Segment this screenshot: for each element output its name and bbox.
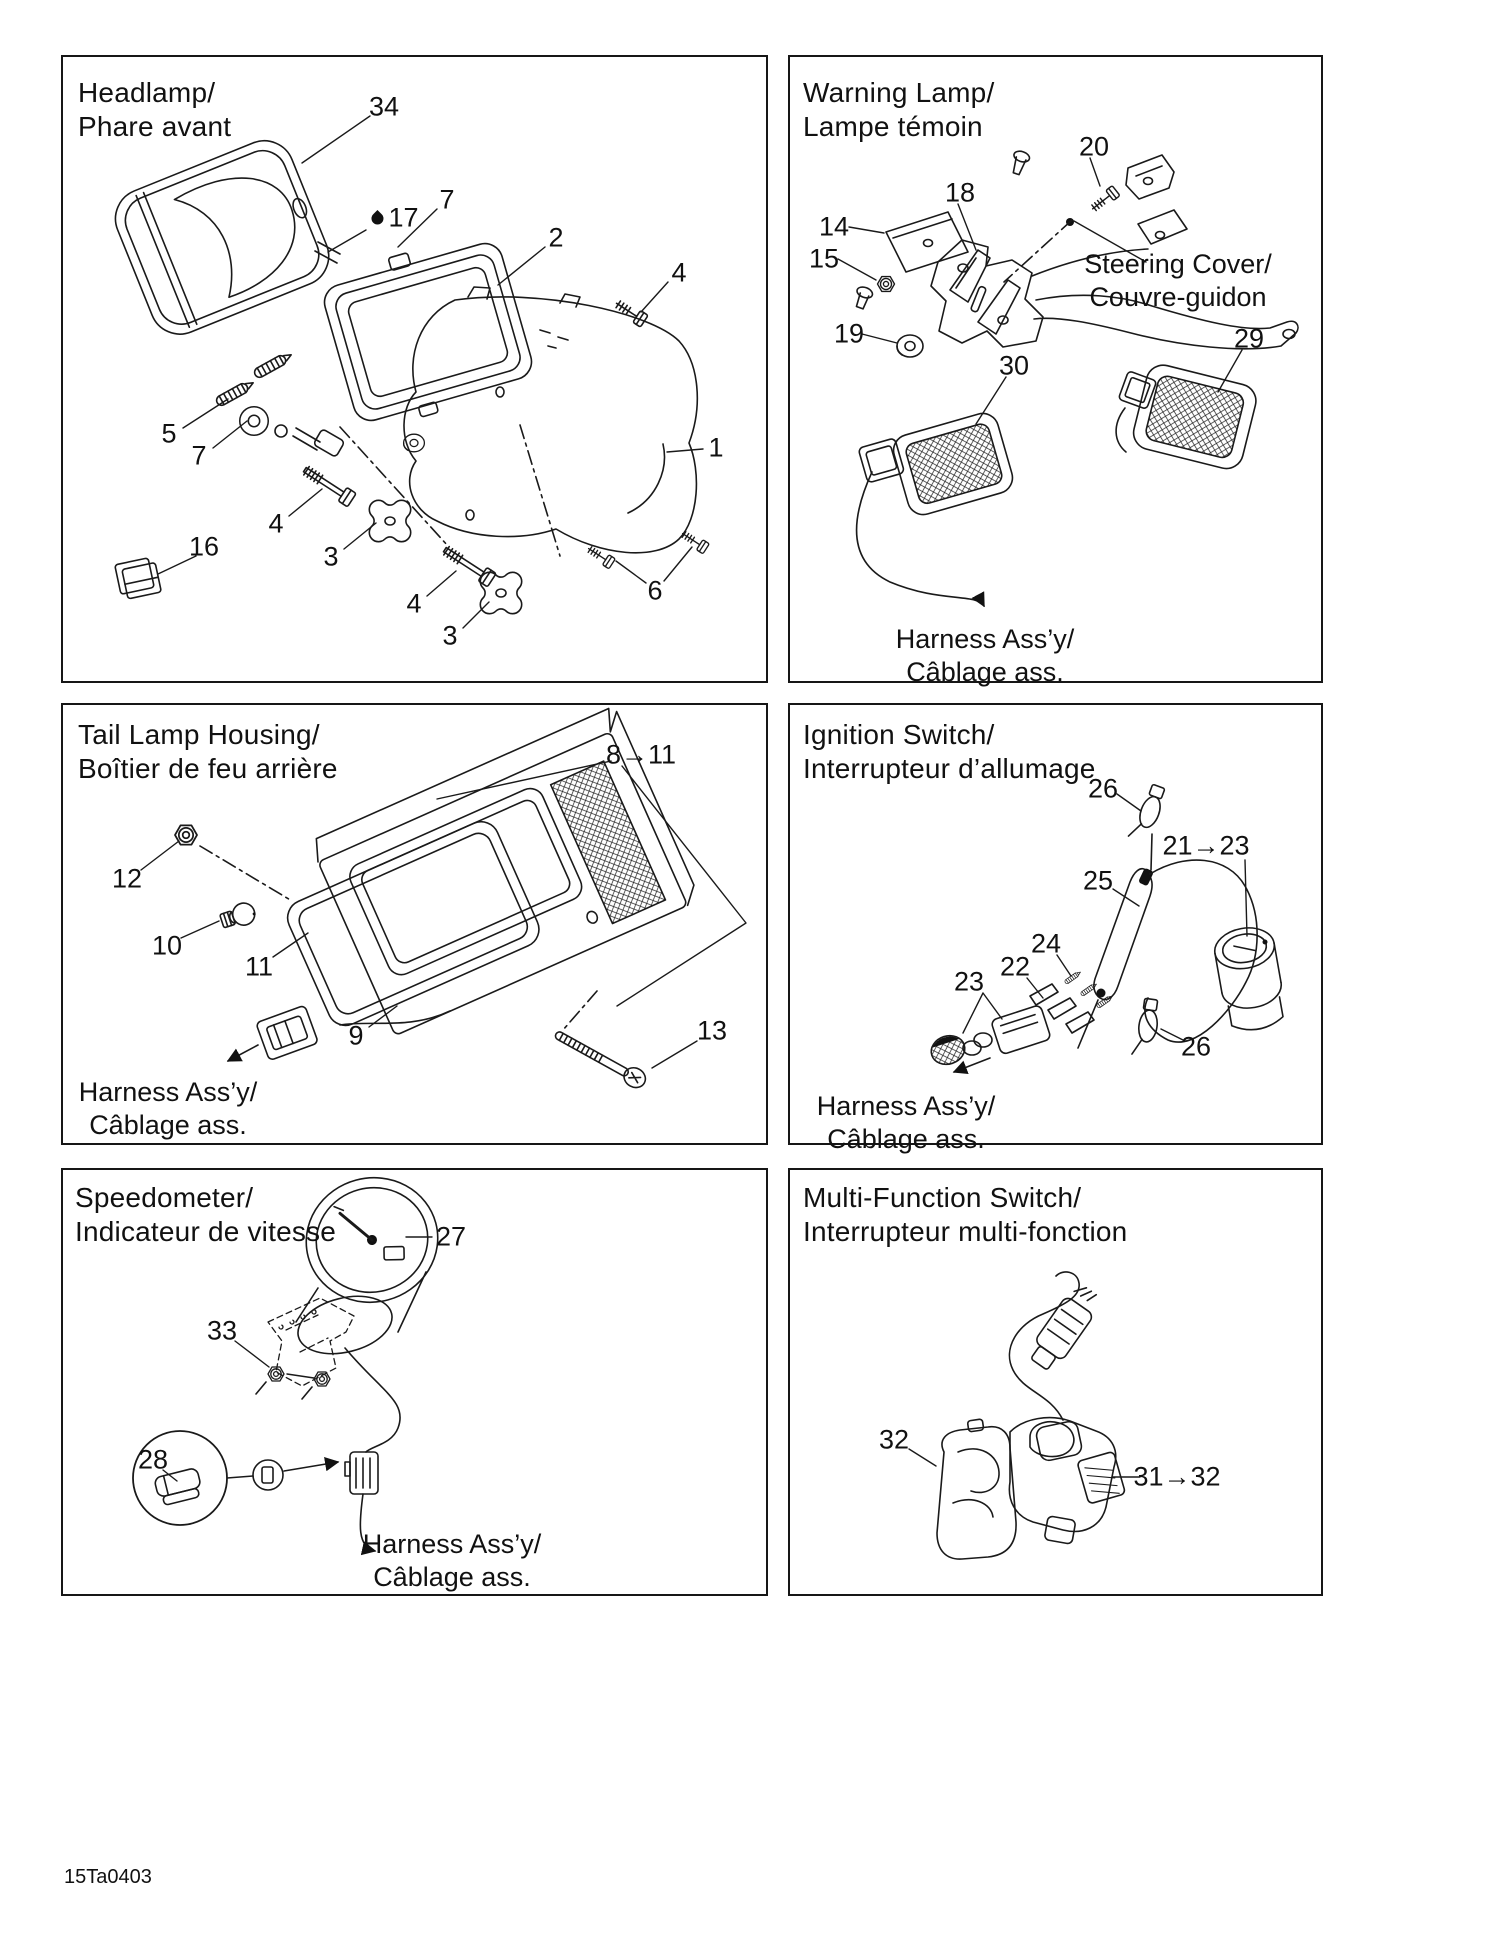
part-callout: 34 xyxy=(368,91,400,122)
title-line: Interrupteur multi-fonction xyxy=(803,1216,1128,1247)
annotation-line: Steering Cover/ xyxy=(1084,249,1272,279)
title-line: Interrupteur d’allumage xyxy=(803,753,1096,784)
harness-annotation xyxy=(79,1076,258,1142)
title-line: Ignition Switch/ xyxy=(803,719,995,750)
part-callout: 8→11 xyxy=(605,739,677,770)
title-line: Phare avant xyxy=(78,111,232,142)
part-callout: 4 xyxy=(406,588,422,619)
panel-title-tail-lamp xyxy=(78,718,338,786)
part-callout: 26 xyxy=(1180,1031,1212,1062)
part-callout: 10 xyxy=(151,930,183,961)
part-callout xyxy=(371,203,418,234)
part-callout: 30 xyxy=(998,350,1030,381)
part-callout: 16 xyxy=(188,531,220,562)
part-callout: 18 xyxy=(944,177,976,208)
part-callout-label: 17 xyxy=(388,202,419,233)
part-callout: 24 xyxy=(1030,928,1062,959)
panel-warning-lamp xyxy=(788,55,1323,683)
annotation-line: Câblage ass. xyxy=(373,1562,531,1592)
part-callout: 27 xyxy=(435,1221,467,1252)
harness-annotation xyxy=(817,1090,996,1156)
part-callout: 12 xyxy=(111,863,143,894)
harness-annotation xyxy=(896,623,1075,689)
annotation-line: Câblage ass. xyxy=(827,1124,985,1154)
annotation-line: Harness Ass’y/ xyxy=(816,1091,996,1121)
part-callout: 20 xyxy=(1078,131,1110,162)
part-callout: 7 xyxy=(191,440,207,471)
part-callout: 25 xyxy=(1082,865,1114,896)
part-callout: 4 xyxy=(268,508,284,539)
part-callout: 2 xyxy=(548,222,564,253)
title-line: Tail Lamp Housing/ xyxy=(78,719,320,750)
panel-title-ignition-switch xyxy=(803,718,1096,786)
part-callout: 6 xyxy=(647,575,663,606)
panel-title-headlamp xyxy=(78,76,231,144)
panel-title-multi-function-switch xyxy=(803,1181,1127,1249)
part-callout: 5 xyxy=(161,418,177,449)
part-callout: 13 xyxy=(696,1015,728,1046)
annotation-line: Harness Ass’y/ xyxy=(362,1529,542,1559)
title-line: Warning Lamp/ xyxy=(803,77,995,108)
part-callout: 3 xyxy=(442,620,458,651)
part-callout: 33 xyxy=(206,1315,238,1346)
annotation-line: Harness Ass’y/ xyxy=(895,624,1075,654)
title-line: Boîtier de feu arrière xyxy=(78,753,338,784)
part-callout: 11 xyxy=(244,951,274,982)
part-callout: 28 xyxy=(137,1444,169,1475)
part-callout: 29 xyxy=(1233,323,1265,354)
title-line: Headlamp/ xyxy=(78,77,216,108)
part-callout: 9 xyxy=(348,1020,364,1051)
part-callout: 23 xyxy=(953,966,985,997)
figure-code: 15Ta0403 xyxy=(64,1866,152,1888)
part-callout: 15 xyxy=(808,243,840,274)
annotation-line: Câblage ass. xyxy=(89,1110,247,1140)
panel-title-warning-lamp xyxy=(803,76,994,144)
harness-annotation xyxy=(363,1528,542,1594)
part-callout: 19 xyxy=(833,318,865,349)
droplet-icon xyxy=(369,210,386,227)
part-callout: 14 xyxy=(818,211,850,242)
title-line: Indicateur de vitesse xyxy=(75,1216,337,1247)
part-callout: 4 xyxy=(671,257,687,288)
part-callout: 22 xyxy=(999,951,1031,982)
part-callout: 7 xyxy=(439,184,455,215)
annotation-line: Câblage ass. xyxy=(906,657,1064,687)
part-callout: 31→32 xyxy=(1133,1461,1221,1492)
annotation-line: Harness Ass’y/ xyxy=(78,1077,258,1107)
annotation-line: Couvre-guidon xyxy=(1089,282,1267,312)
part-callout: 3 xyxy=(323,541,339,572)
title-line: Multi-Function Switch/ xyxy=(803,1182,1082,1213)
panel-title-speedometer xyxy=(75,1181,336,1249)
part-callout: 32 xyxy=(878,1424,910,1455)
steering-cover-annotation xyxy=(1084,248,1272,314)
part-callout: 26 xyxy=(1087,773,1119,804)
part-callout: 1 xyxy=(708,432,724,463)
title-line: Lampe témoin xyxy=(803,111,983,142)
part-callout: 21→23 xyxy=(1162,830,1250,861)
title-line: Speedometer/ xyxy=(75,1182,254,1213)
